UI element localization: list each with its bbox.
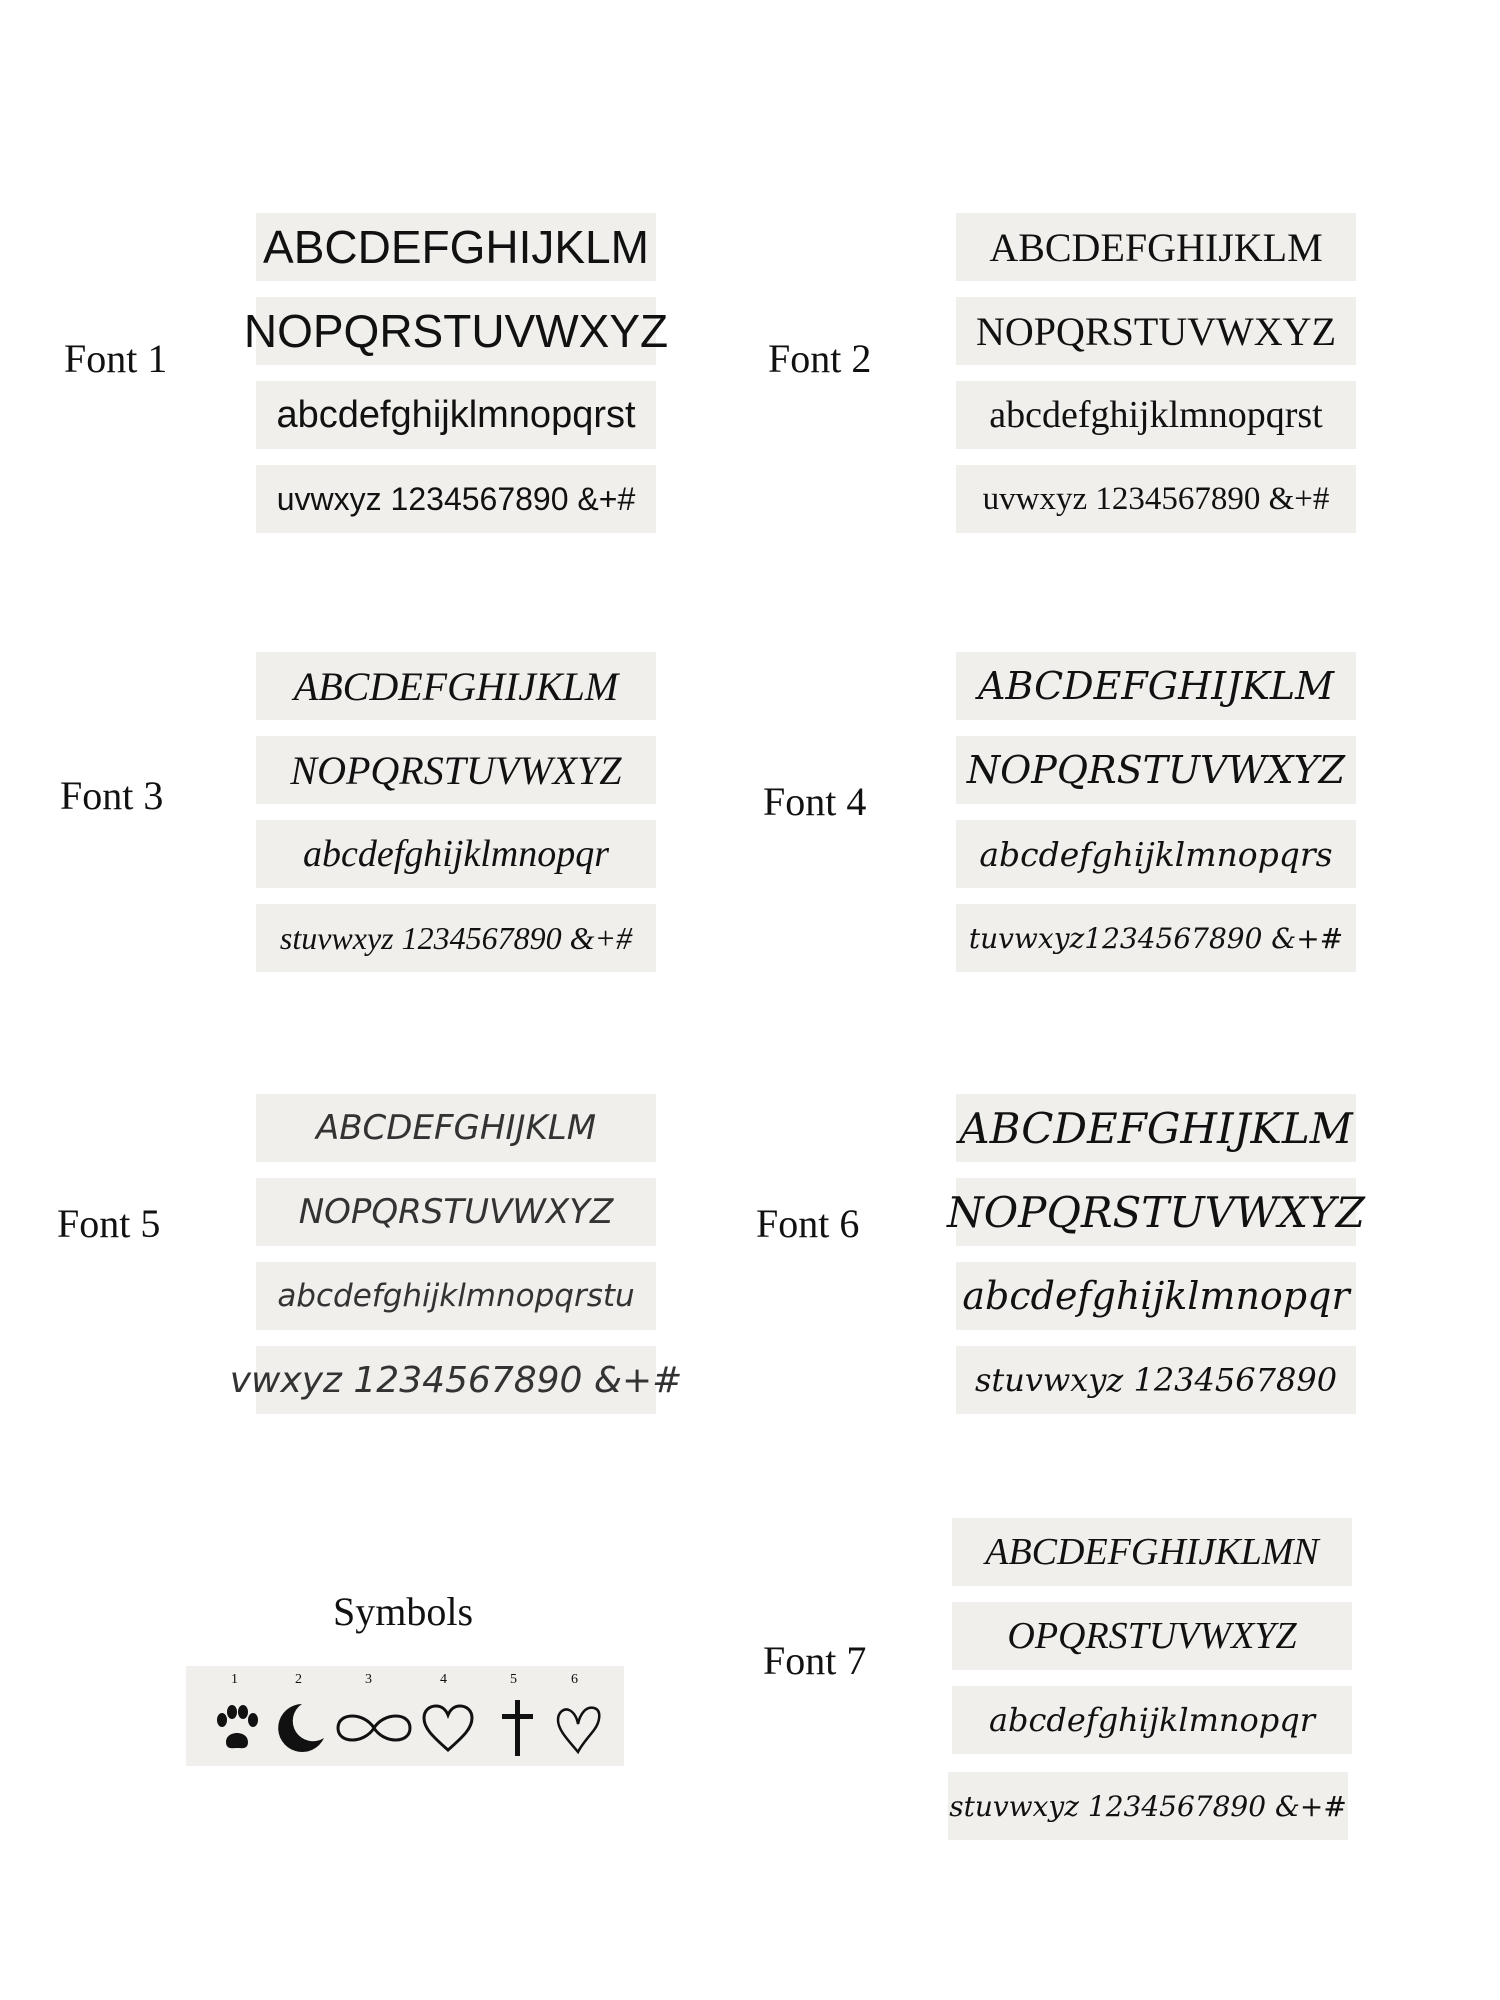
font-6-sample-uppercase-1: ABCDEFGHIJKLM [956,1094,1356,1162]
font-3-sample-digits: stuvwxyz 1234567890 &+# [256,904,656,972]
symbol-number-6: 6 [571,1672,578,1687]
symbol-number-3: 3 [365,1672,372,1687]
infinity-icon [332,1700,416,1756]
symbols-panel [186,1666,624,1766]
font-6-sample-digits: stuvwxyz 1234567890 [956,1346,1356,1414]
font-6-sample-lowercase: abcdefghijklmnopqr [956,1262,1356,1330]
cross-icon [490,1700,546,1756]
font-4-label: Font 4 [763,779,867,824]
font-3-sample-uppercase-2: NOPQRSTUVWXYZ [256,736,656,804]
symbol-number-1: 1 [231,1672,238,1687]
font-2-sample-lowercase: abcdefghijklmnopqrst [956,381,1356,449]
font-7-label: Font 7 [763,1638,867,1683]
font-1-sample-uppercase-2: NOPQRSTUVWXYZ [256,297,656,365]
paw-icon [208,1700,264,1756]
font-2-label: Font 2 [768,336,872,381]
font-2-sample-uppercase-2: NOPQRSTUVWXYZ [956,297,1356,365]
font-4-sample-digits: tuvwxyz1234567890 &+# [956,904,1356,972]
font-1-label: Font 1 [64,336,168,381]
font-4-sample-uppercase-1: ABCDEFGHIJKLM [956,652,1356,720]
font-5-sample-lowercase: abcdefghijklmnopqrstu [256,1262,656,1330]
font-3-sample-uppercase-1: ABCDEFGHIJKLM [256,652,656,720]
font-1-sample-uppercase-1: ABCDEFGHIJKLM [256,213,656,281]
font-7-sample-uppercase-1: ABCDEFGHIJKLMN [952,1518,1352,1586]
font-5-sample-uppercase-1: ABCDEFGHIJKLM [256,1094,656,1162]
font-1-sample-lowercase: abcdefghijklmnopqrst [256,381,656,449]
font-1-sample-digits: uvwxyz 1234567890 &+# [256,465,656,533]
font-6-sample-uppercase-2: NOPQRSTUVWXYZ [956,1178,1356,1246]
crescent-moon-icon [272,1700,328,1756]
symbol-number-5: 5 [510,1672,517,1687]
symbol-number-2: 2 [295,1672,302,1687]
font-4-sample-lowercase: abcdefghijklmnopqrs [956,820,1356,888]
heart-script-icon [550,1700,606,1756]
heart-outline-icon [420,1700,476,1756]
font-7-sample-lowercase: abcdefghijklmnopqr [952,1686,1352,1754]
symbol-number-4: 4 [440,1672,447,1687]
font-5-sample-uppercase-2: NOPQRSTUVWXYZ [256,1178,656,1246]
font-3-sample-lowercase: abcdefghijklmnopqr [256,820,656,888]
font-5-label: Font 5 [57,1201,161,1246]
font-2-sample-uppercase-1: ABCDEFGHIJKLM [956,213,1356,281]
font-6-label: Font 6 [756,1201,860,1246]
symbols-title: Symbols [333,1589,474,1634]
font-2-sample-digits: uvwxyz 1234567890 &+# [956,465,1356,533]
font-3-label: Font 3 [60,773,164,818]
font-7-sample-uppercase-2: OPQRSTUVWXYZ [952,1602,1352,1670]
font-7-sample-digits: stuvwxyz 1234567890 &+# [948,1772,1348,1840]
font-5-sample-digits: vwxyz 1234567890 &+# [256,1346,656,1414]
font-4-sample-uppercase-2: NOPQRSTUVWXYZ [956,736,1356,804]
